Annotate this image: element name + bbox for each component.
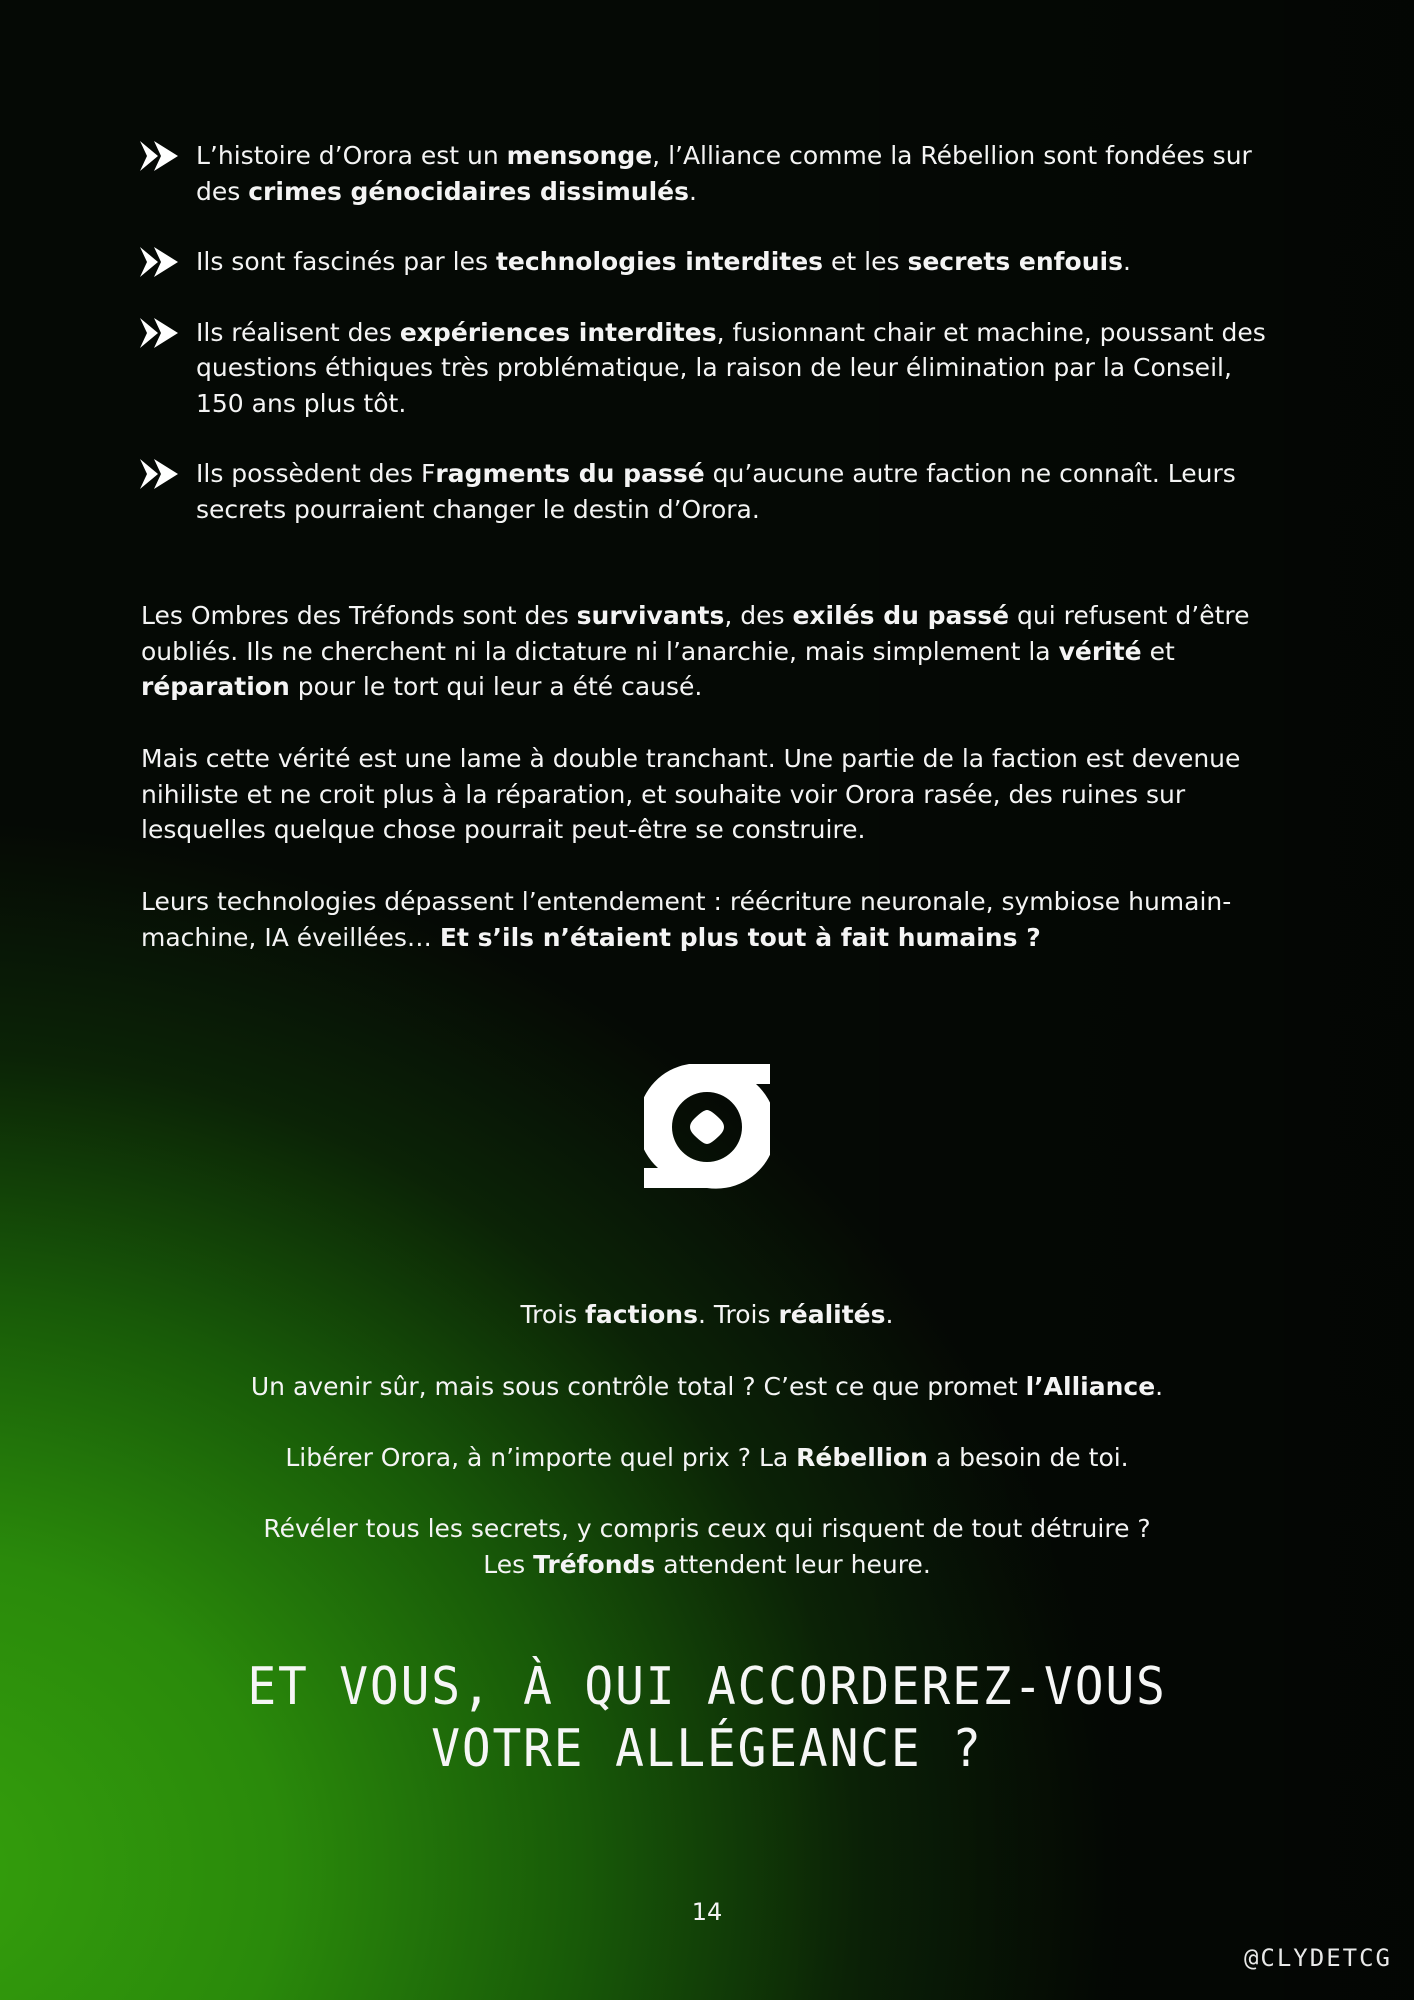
double-chevron-icon [140, 141, 178, 171]
trefonds-line [0, 1511, 1414, 1582]
emphasis-text: Rébellion [796, 1443, 928, 1472]
bullet-item [140, 456, 1280, 527]
paragraph-survivors [141, 598, 1281, 705]
text-segment: . Trois [698, 1300, 779, 1329]
text-segment: . [1122, 247, 1131, 276]
text-segment: Ils sont fascinés par les [196, 247, 496, 276]
emphasis-text: secrets enfouis [907, 247, 1123, 276]
emphasis-text: expériences interdites [399, 317, 717, 347]
text-segment: Ils possèdent des F [196, 459, 436, 488]
rebellion-line [0, 1440, 1414, 1476]
double-chevron-icon [140, 247, 178, 277]
emphasis-text: exilés du passé [792, 601, 1010, 630]
alliance-line [0, 1369, 1414, 1405]
text-segment: , fusionnant chair et machine, poussant des questions éthiques très problématique, la raison de leur élimination par la Conseil, 150 ans plus tôt. [196, 317, 1266, 418]
text-segment: Ils réalisent des [196, 317, 400, 347]
paragraph-technologies [141, 884, 1281, 955]
emphasis-text: vérité [1058, 636, 1142, 666]
text-segment: L’histoire d’Orora est un [196, 141, 507, 170]
emphasis-text: survivants [576, 601, 725, 630]
double-chevron-icon [140, 459, 178, 489]
text-segment: a besoin de toi. [927, 1443, 1129, 1472]
bullet-item [140, 315, 1280, 422]
text-segment: Libérer Orora, à n’importe quel prix ? La [285, 1443, 797, 1472]
factions-line [0, 1297, 1414, 1333]
closing-title-line-2: VOTRE ALLÉGEANCE ? [431, 1719, 983, 1779]
emphasis-text: réparation [141, 672, 290, 701]
emphasis-text: mensonge [506, 141, 653, 170]
emphasis-text: Et s’ils n’étaient plus tout à fait humains ? [439, 922, 1041, 952]
text-segment: attendent leur heure. [655, 1549, 931, 1579]
author-handle: @CLYDETCG [1243, 1944, 1392, 1972]
text-segment: Les Ombres des Tréfonds sont des [141, 601, 577, 630]
closing-title [57, 1656, 1358, 1780]
emphasis-text: technologies interdites [495, 247, 824, 276]
text-segment: Un avenir sûr, mais sous contrôle total ? C’est ce que promet [250, 1372, 1026, 1401]
bullet-item [140, 138, 1280, 209]
closing-title-line-1: ET VOUS, À QUI ACCORDEREZ-VOUS [247, 1657, 1167, 1717]
trefonds-logo-icon [644, 1064, 770, 1190]
paragraph-double-edge [141, 741, 1281, 848]
emphasis-text: Tréfonds [533, 1549, 656, 1579]
text-segment: Révéler tous les secrets, y compris ceux qui risquent de tout détruire ? [263, 1514, 1151, 1543]
text-segment: . [689, 176, 697, 206]
emphasis-text: ragments du passé [435, 459, 705, 488]
text-segment: pour le tort qui leur a été causé. [289, 672, 703, 701]
text-segment: . [885, 1300, 894, 1329]
text-segment: et [1141, 636, 1175, 666]
text-segment: Trois [520, 1300, 586, 1329]
page-number: 14 [691, 1898, 723, 1926]
text-segment: qui refusent d’être oubliés. Ils ne cherchent ni la dictature ni l’anarchie, mais simplement la [141, 601, 1250, 666]
emphasis-text: crimes génocidaires dissimulés [248, 176, 690, 206]
text-segment: Mais cette vérité est une lame à double tranchant. Une partie de la faction est devenue nihiliste et ne croit plus à la réparation, et souhaite voir Orora rasée, des ruines sur lesquelles quelque chose pourrait peut-être se construire. [141, 744, 1241, 844]
emphasis-text: factions [585, 1300, 698, 1329]
text-segment: , des [724, 601, 793, 630]
bullet-item [140, 244, 1280, 280]
bullet-list [140, 138, 1280, 527]
emphasis-text: l’Alliance [1025, 1372, 1156, 1401]
double-chevron-icon [140, 318, 178, 348]
text-segment: qu’aucune autre faction ne connaît. Leurs secrets pourraient changer le destin d’Orora. [196, 459, 1236, 524]
text-segment: , l’Alliance comme la Rébellion sont fondées sur des [196, 141, 1252, 206]
text-segment: Leurs technologies dépassent l’entendement : réécriture neuronale, symbiose humain-machine, IA éveillées… [141, 887, 1232, 952]
text-segment: . [1155, 1372, 1164, 1401]
emphasis-text: réalités [778, 1300, 886, 1329]
text-segment: Les [483, 1549, 534, 1579]
text-segment: et les [823, 247, 908, 276]
